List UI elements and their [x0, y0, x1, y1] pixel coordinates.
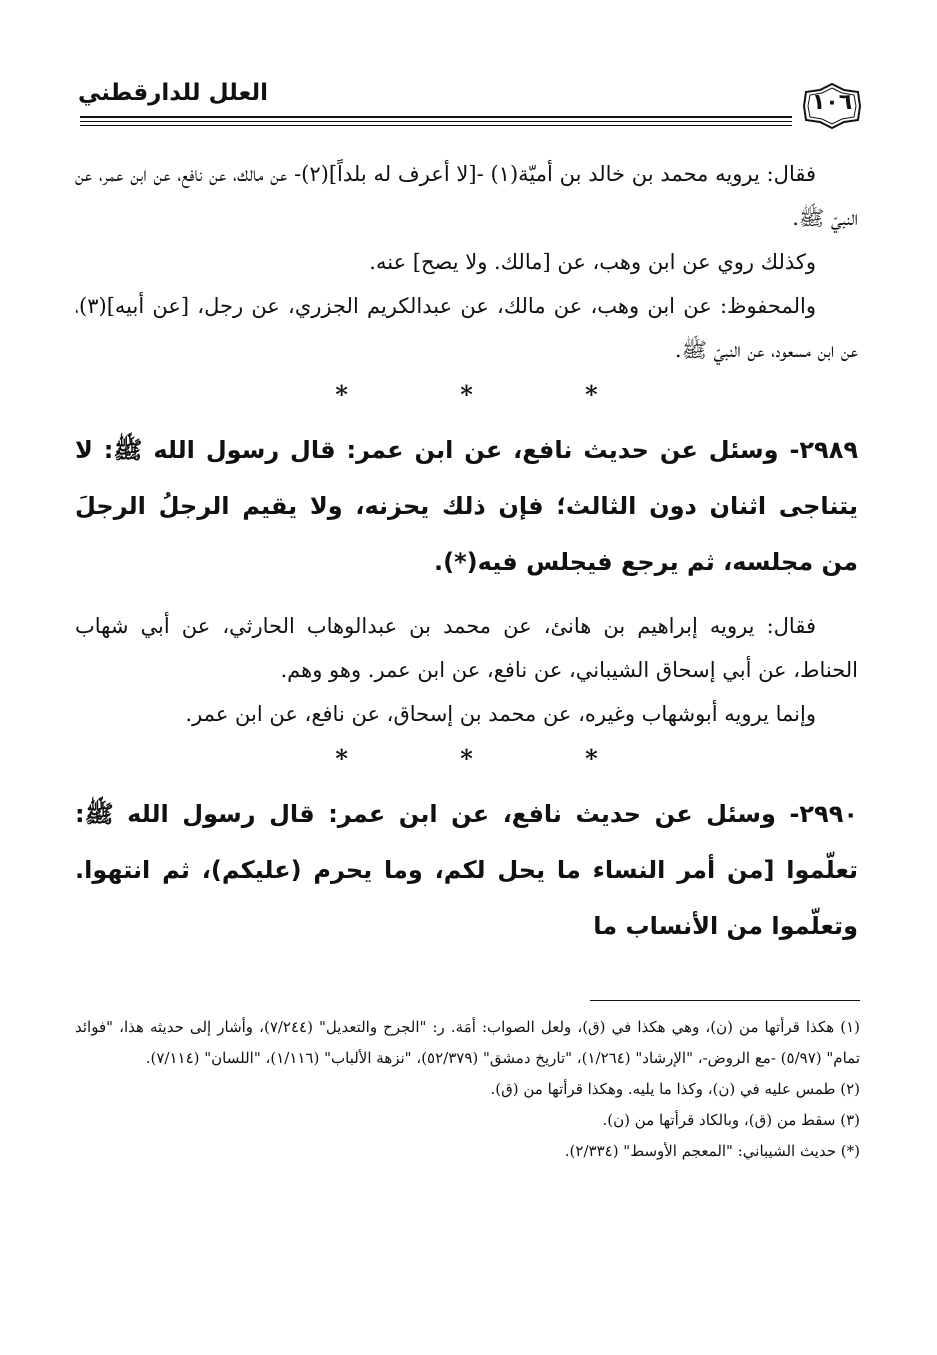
paragraph: فقال: يرويه محمد بن خالد بن أميّة(١) -[لا أعرف له بلداً](٢)- عن مالك، عن نافع، عن ابن عمر، عن النبيّ ﷺ.	[75, 162, 858, 230]
header-rule	[80, 125, 792, 126]
paragraph: وكذلك روي عن ابن وهب، عن [مالك. ولا يصح] عنه.	[369, 250, 816, 274]
paragraph: فقال: يرويه إبراهيم بن هانئ، عن محمد بن عبدالوهاب الحارثي، عن أبي شهاب الحناط، عن أبي إسحاق الشيباني، عن نافع، عن ابن عمر. وهو وهم.	[75, 614, 858, 682]
footnotes	[75, 1012, 860, 1167]
hadith-heading-2990: ٢٩٩٠- وسئل عن حديث نافع، عن ابن عمر: قال رسول الله ﷺ: تعلّموا [من أمر النساء ما يحل لكم، وما يحرم (عليكم)، ثم انتهوا. وتعلّموا من الأنساب ما	[75, 800, 858, 940]
footnote: (١) هكذا قرأتها من (ن)، وهي هكذا في (ق)، ولعل الصواب: أمَة. ر: "الجرح والتعديل" (٧/٢٤٤)، وأشار إلى حديثه هذا، "فوائد تمام" (٥/٩٧) -مع الروض-، "الإرشاد" (١/٢٦٤)، "تاريخ دمشق" (٥٢/٣٧٩)، "نزهة الألباب" (١/١١٦)، "اللسان" (٧/١١٤).	[75, 1018, 860, 1067]
header-rule	[80, 121, 792, 122]
page-number: ١٠٦	[811, 90, 853, 115]
header-rule	[80, 116, 792, 118]
running-title: العلل للدارقطني	[78, 80, 268, 106]
paragraph: وإنما يرويه أبوشهاب وغيره، عن محمد بن إسحاق، عن نافع، عن ابن عمر.	[185, 702, 816, 726]
page-header	[70, 72, 870, 132]
main-text	[75, 152, 858, 968]
footnote-separator	[590, 1000, 860, 1001]
paragraph: والمحفوظ: عن ابن وهب، عن مالك، عن عبدالكريم الجزري، عن رجل، [عن أبيه](٣)، عن ابن مسعود، عن النبيّ ﷺ.	[75, 294, 858, 362]
footnote: (٢) طمس عليه في (ن)، وكذا ما يليه. وهكذا قرأتها من (ق).	[490, 1080, 860, 1098]
section-separator: * * *	[335, 380, 650, 409]
footnote: (٣) سقط من (ق)، وبالكاد قرأتها من (ن).	[602, 1111, 860, 1129]
section-separator: * * *	[335, 744, 650, 773]
footnote: (*) حديث الشيباني: "المعجم الأوسط" (٢/٣٣٤).	[564, 1142, 860, 1160]
hadith-heading-2989: ٢٩٨٩- وسئل عن حديث نافع، عن ابن عمر: قال رسول الله ﷺ: لا يتناجى اثنان دون الثالث؛ فإن ذلك يحزنه، ولا يقيم الرجلُ الرجلَ من مجلسه، ثم يرجع فيجلس فيه(*).	[75, 436, 858, 576]
page-number-frame	[802, 82, 862, 130]
